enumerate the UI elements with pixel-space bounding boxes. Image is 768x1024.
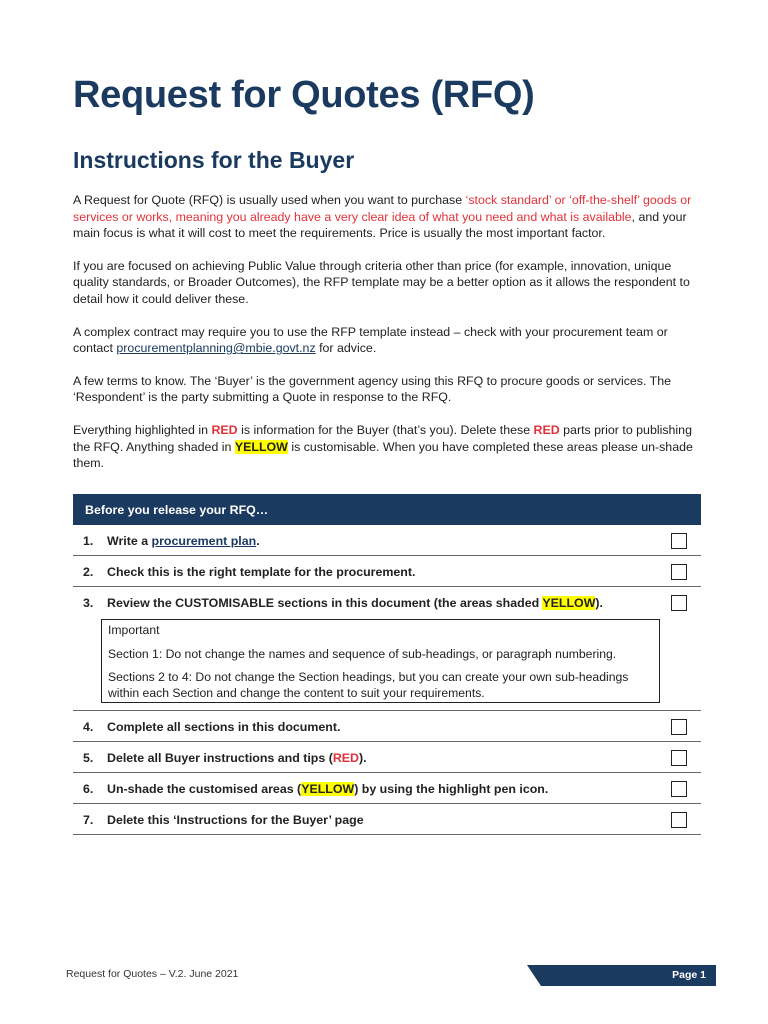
checklist-item-4: 4. Complete all sections in this document. — [73, 711, 701, 742]
checklist-item-5: 5. Delete all Buyer instructions and tips (RED). — [73, 742, 701, 773]
intro-paragraph-3: A complex contract may require you to use the RFP template instead – check with your procurement team or contact procurementplanning@mbie.govt.nz for advice. — [73, 324, 668, 356]
page-number-tab — [527, 965, 716, 986]
checklist-item-7: 7. Delete this ‘Instructions for the Buyer’ page — [73, 804, 701, 835]
checklist-item-1: 1. Write a procurement plan. — [73, 525, 701, 556]
section-subtitle: Instructions for the Buyer — [73, 147, 355, 173]
important-sections-2-4-note: Sections 2 to 4: Do not change the Section headings, but you can create your own sub-headings within each Section and change the content to suit your requirements. — [108, 670, 629, 700]
checkbox[interactable] — [671, 533, 687, 549]
checkbox[interactable] — [671, 812, 687, 828]
checklist-item-2: 2. Check this is the right template for the procurement. — [73, 556, 701, 587]
important-heading: Important — [108, 623, 160, 637]
red-instruction-text: ‘stock standard’ or ‘off-the-shelf’ goods or services or works, meaning you already have a very clear idea of what you need and what is available — [73, 193, 692, 224]
checklist-item-3: 3. Review the CUSTOMISABLE sections in this document (the areas shaded YELLOW). Important Section 1: Do not change the names and sequence of sub-headings, or paragraph numbering. Sections 2 to 4: Do not change the Section headings, but you can create your own sub-headings within each Section and change the content to suit your requirements. — [73, 587, 701, 711]
important-note-box — [101, 619, 660, 703]
page-number: Page 1 — [672, 969, 706, 981]
intro-paragraph-2: If you are focused on achieving Public Value through criteria other than price (for example, innovation, unique quality standards, or Broader Outcomes), the RFP template may be a better option as it allows the respondent to detail how it could deliver these. — [73, 258, 690, 306]
checkbox[interactable] — [671, 595, 687, 611]
procurement-plan-link[interactable]: procurement plan — [151, 534, 257, 548]
yellow-keyword: YELLOW — [301, 782, 355, 796]
intro-paragraph-4: A few terms to know. The ‘Buyer’ is the government agency using this RFQ to procure goods or services. The ‘Respondent’ is the party submitting a Quote in response to the RFQ. — [73, 373, 672, 405]
checklist-header: Before you release your RFQ… — [73, 494, 701, 525]
important-section-1-note: Section 1: Do not change the names and sequence of sub-headings, or paragraph numbering. — [108, 646, 617, 661]
footer-document-version: Request for Quotes – V.2. June 2021 — [66, 968, 239, 980]
intro-text — [73, 192, 698, 488]
intro-paragraph-5: Everything highlighted in RED is information for the Buyer (that’s you). Delete these RED parts prior to publishing the RFQ. Anything shaded in YELLOW is customisable. When you have completed these areas please un-shade them. — [73, 422, 693, 471]
checkbox[interactable] — [671, 719, 687, 735]
document-title: Request for Quotes (RFQ) — [73, 74, 535, 116]
release-checklist — [73, 494, 701, 835]
checkbox[interactable] — [671, 781, 687, 797]
procurement-email-link[interactable]: procurementplanning@mbie.govt.nz — [116, 341, 316, 356]
yellow-keyword: YELLOW — [234, 439, 288, 454]
yellow-keyword: YELLOW — [542, 596, 596, 610]
checkbox[interactable] — [671, 750, 687, 766]
checklist-item-6: 6. Un-shade the customised areas (YELLOW) by using the highlight pen icon. — [73, 773, 701, 804]
checkbox[interactable] — [671, 564, 687, 580]
red-keyword: RED — [211, 422, 238, 437]
red-keyword: RED — [332, 751, 360, 765]
intro-paragraph-1: A Request for Quote (RFQ) is usually used when you want to purchase ‘stock standard’ or ‘off-the-shelf’ goods or services or works, meaning you already have a very clear idea of what you need and what is available, and your main focus is what it will cost to meet the requirements. Price is usually the most important factor. — [73, 193, 692, 241]
red-keyword: RED — [533, 422, 560, 437]
